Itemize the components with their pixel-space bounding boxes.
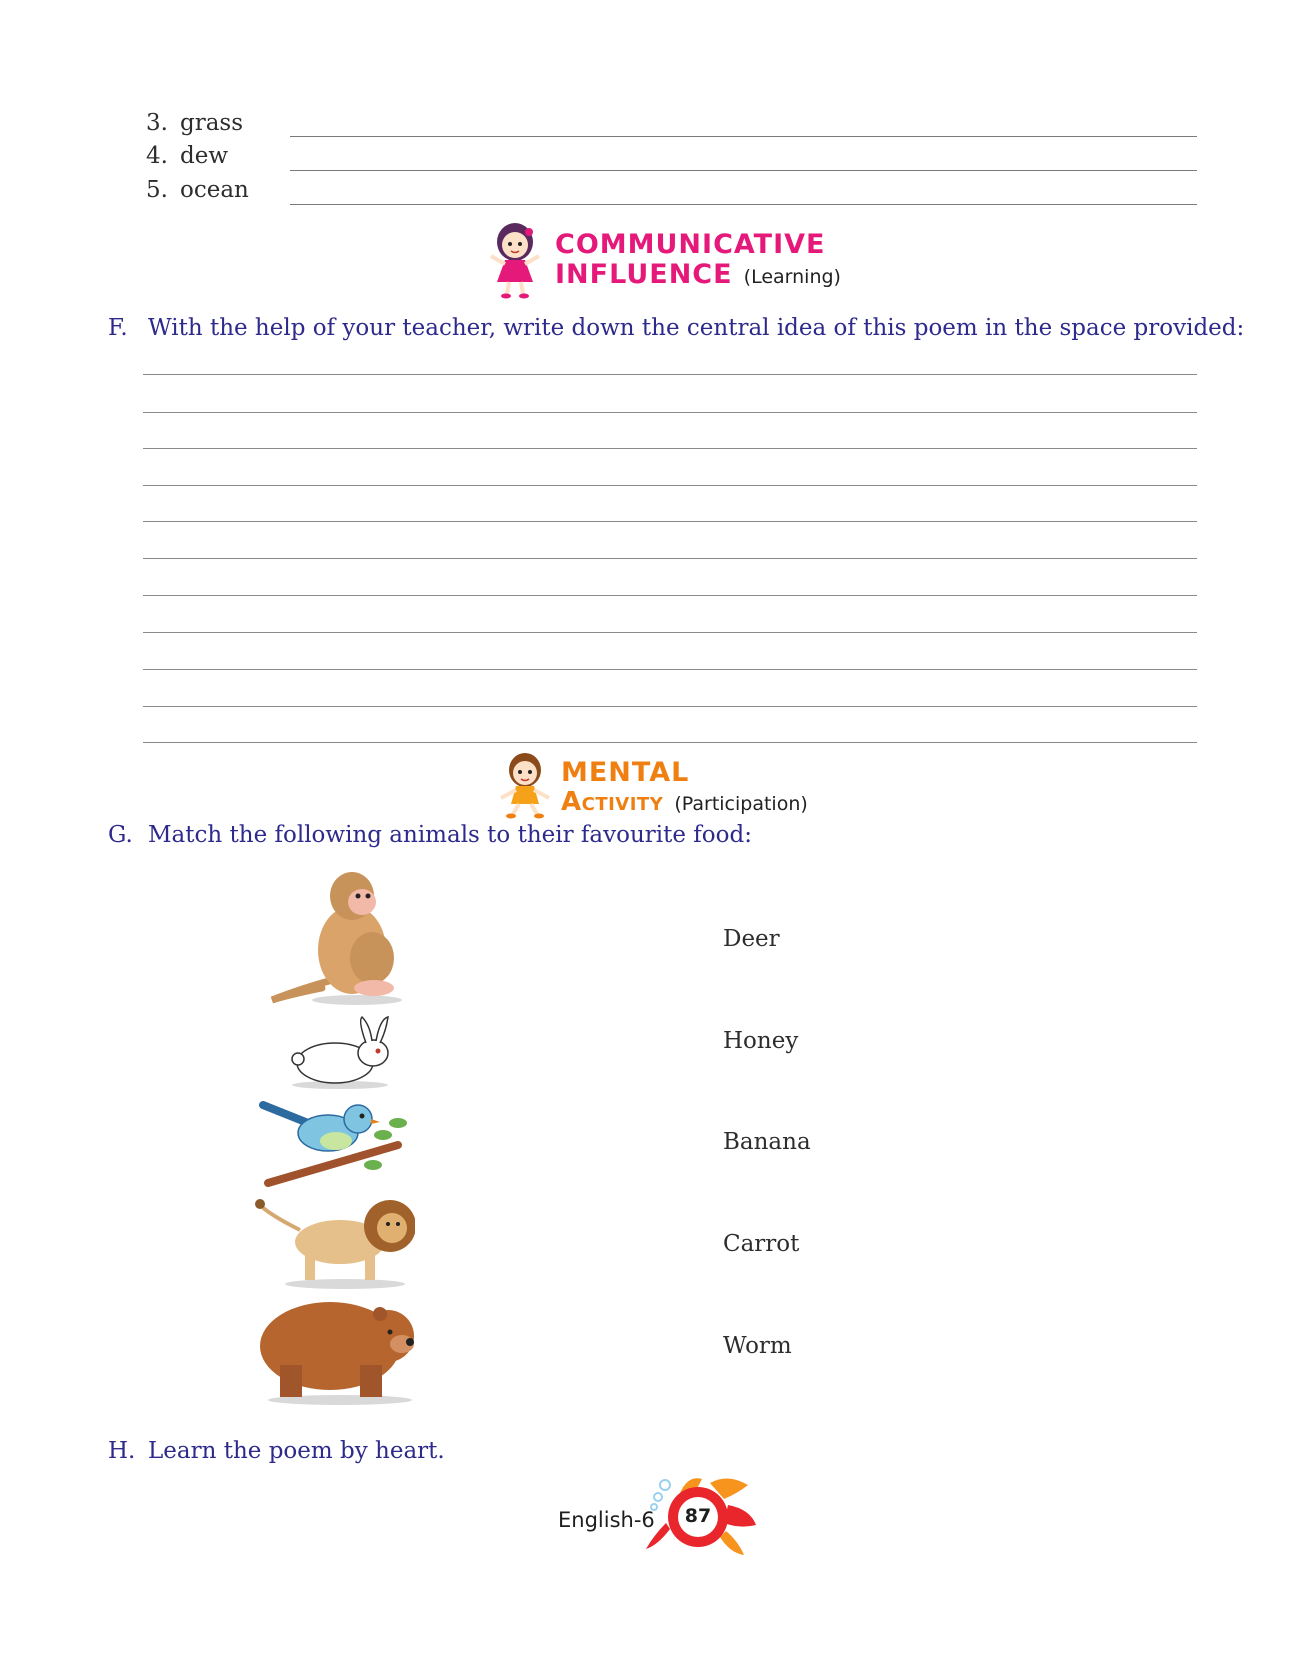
question-f	[108, 315, 1244, 341]
writing-line[interactable]	[143, 632, 1197, 633]
mental-title-line2	[561, 787, 808, 817]
question-h	[108, 1438, 445, 1464]
writing-line[interactable]	[143, 669, 1197, 670]
communicative-title-word: INFLUENCE	[555, 259, 733, 290]
monkey-icon[interactable]	[262, 868, 412, 1008]
question-letter: G.	[108, 822, 133, 848]
item-number: 3.	[146, 110, 168, 136]
rabbit-icon[interactable]	[280, 1015, 400, 1090]
writing-line[interactable]	[143, 521, 1197, 522]
communicative-title: COMMUNICATIVE	[555, 229, 826, 260]
item-word: ocean	[180, 177, 249, 203]
page-number: 87	[684, 1505, 712, 1527]
writing-line[interactable]	[143, 706, 1197, 707]
bear-icon[interactable]	[250, 1290, 420, 1405]
child-mascot-icon	[495, 750, 555, 820]
food-item[interactable]: Deer	[723, 926, 780, 952]
answer-line[interactable]	[290, 170, 1197, 171]
answer-line[interactable]	[290, 204, 1197, 205]
writing-line[interactable]	[143, 558, 1197, 559]
question-g	[108, 822, 752, 848]
food-item[interactable]: Honey	[723, 1028, 799, 1054]
writing-line[interactable]	[143, 448, 1197, 449]
footer-book-title: English-6	[558, 1508, 655, 1532]
item-number: 5.	[146, 177, 168, 203]
communicative-subtitle: (Learning)	[743, 266, 841, 288]
question-letter: F.	[108, 315, 128, 341]
food-item[interactable]: Worm	[723, 1333, 792, 1359]
mental-subtitle: (Participation)	[674, 793, 808, 815]
bird-icon[interactable]	[258, 1095, 413, 1187]
lion-icon[interactable]	[250, 1190, 415, 1290]
mental-title-word: Activity	[561, 787, 664, 817]
answer-line[interactable]	[290, 136, 1197, 137]
list-item	[146, 110, 243, 136]
list-item	[146, 177, 249, 203]
writing-line[interactable]	[143, 485, 1197, 486]
question-text: With the help of your teacher, write down the central idea of this poem in the space provided:	[148, 315, 1245, 341]
page-badge	[640, 1475, 760, 1555]
question-text: Learn the poem by heart.	[148, 1438, 445, 1464]
writing-line[interactable]	[143, 412, 1197, 413]
writing-line[interactable]	[143, 742, 1197, 743]
food-item[interactable]: Banana	[723, 1129, 811, 1155]
item-word: grass	[180, 110, 244, 136]
communicative-title-line2	[555, 259, 841, 290]
mental-title: MENTAL	[561, 757, 690, 788]
question-text: Match the following animals to their favourite food:	[148, 822, 752, 848]
writing-line[interactable]	[143, 595, 1197, 596]
girl-mascot-icon	[485, 220, 545, 300]
question-letter: H.	[108, 1438, 136, 1464]
writing-line[interactable]	[143, 374, 1197, 375]
item-number: 4.	[146, 143, 168, 169]
list-item	[146, 143, 228, 169]
item-word: dew	[180, 143, 229, 169]
food-item[interactable]: Carrot	[723, 1231, 800, 1257]
